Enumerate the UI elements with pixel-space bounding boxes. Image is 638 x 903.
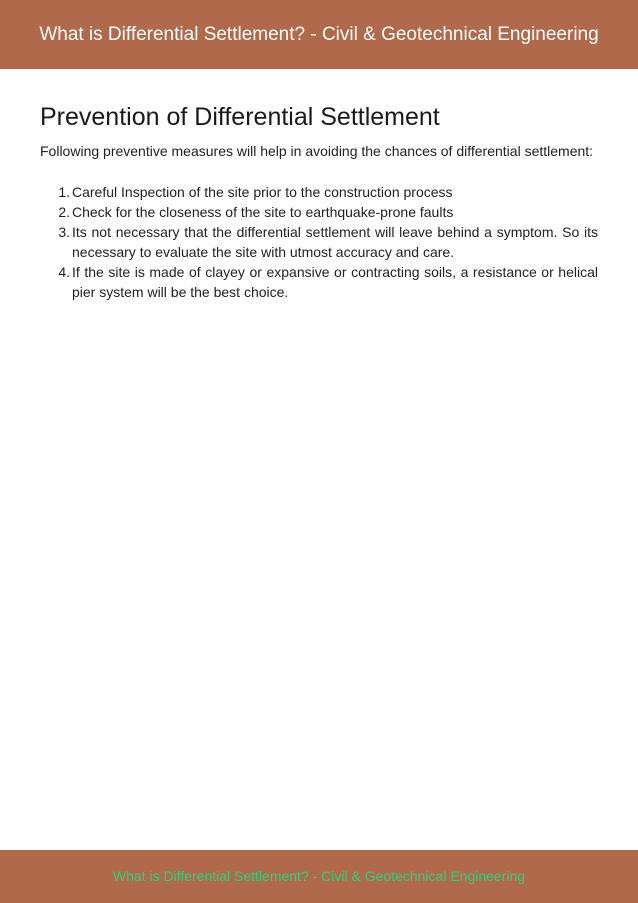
measure-number: 3. — [58, 224, 70, 240]
measure-item — [40, 222, 598, 262]
measure-item — [40, 182, 598, 202]
header-title: What is Differential Settlement? - Civil & Geotechnical Engineering — [39, 24, 599, 45]
measure-number: 4. — [58, 264, 70, 280]
intro-paragraph: Following preventive measures will help in avoiding the chances of differential settlement: — [40, 143, 594, 159]
page-content — [40, 100, 598, 302]
footer-text: What is Differential Settlement? - Civil & Geotechnical Engineering — [112, 868, 526, 884]
section-title: Prevention of Differential Settlement — [40, 103, 440, 131]
measure-text: If the site is made of clayey or expansive or contracting soils, a resistance or helical pier system will be the best choice. — [72, 264, 598, 300]
measure-number: 2. — [58, 204, 70, 220]
measure-text: Its not necessary that the differential settlement will leave behind a symptom. So its necessary to evaluate the site with utmost accuracy and care. — [72, 224, 598, 260]
measure-text: Careful Inspection of the site prior to the construction process — [72, 184, 453, 200]
measure-number: 1. — [58, 184, 70, 200]
measure-text: Check for the closeness of the site to earthquake-prone faults — [72, 204, 454, 220]
prevention-measures-list — [40, 182, 598, 302]
measure-item — [40, 262, 598, 302]
measure-item — [40, 202, 598, 222]
